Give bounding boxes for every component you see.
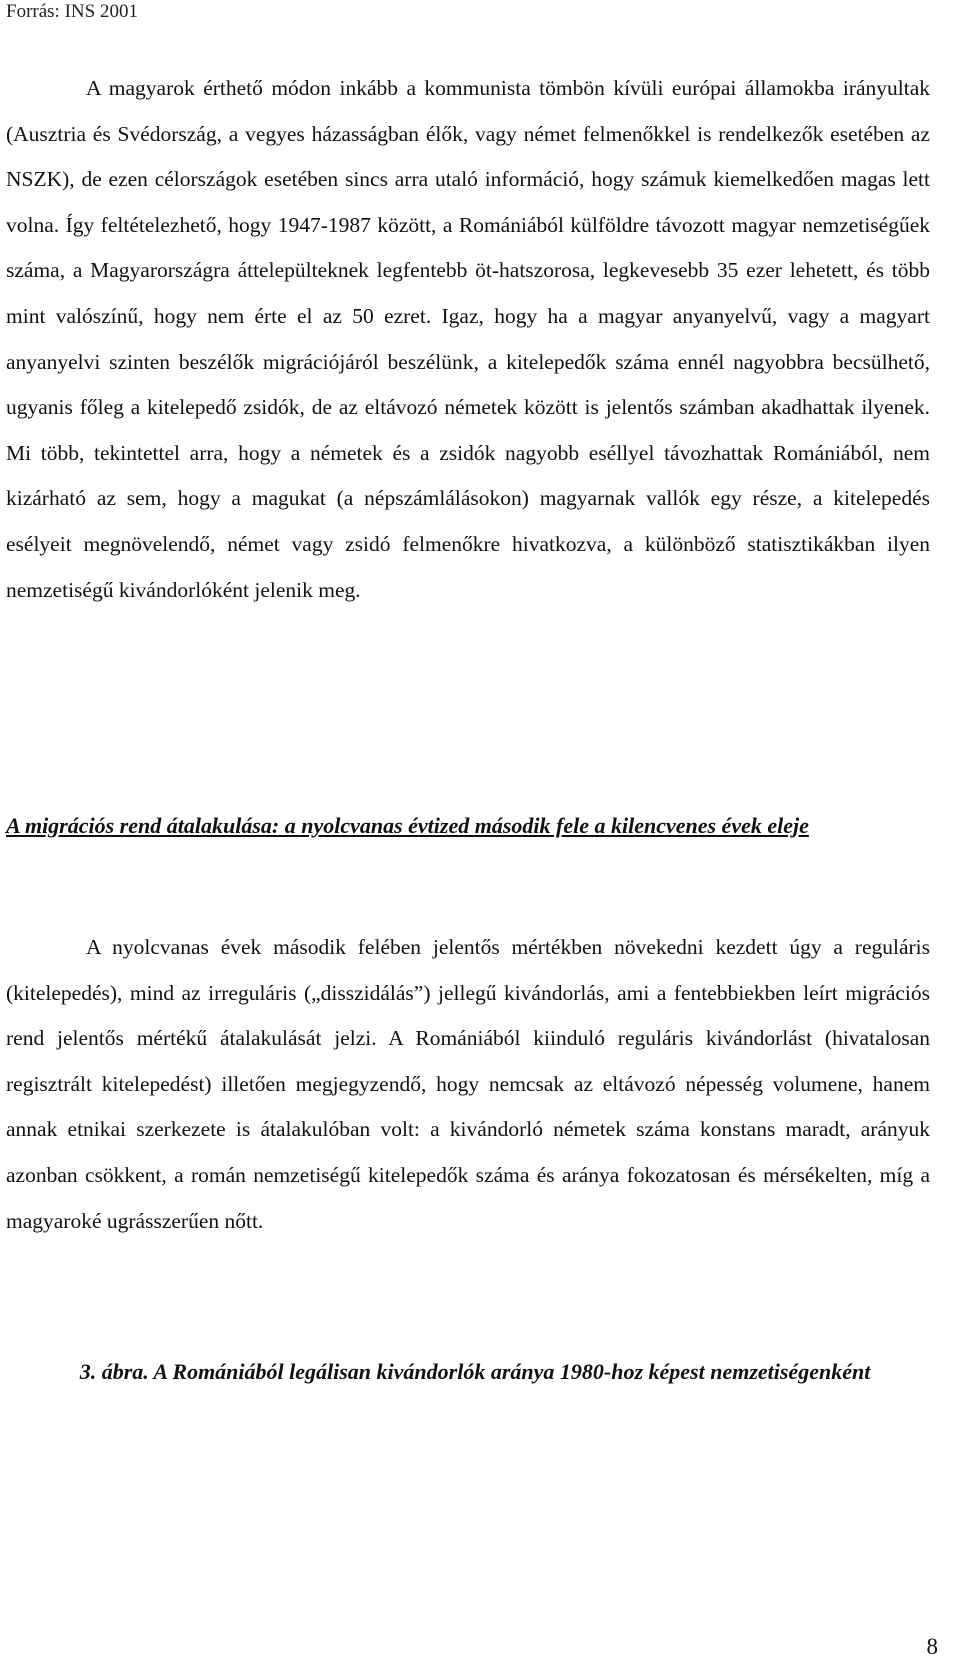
body-paragraph: A magyarok érthető módon inkább a kommunista tömbön kívüli európai államokba irányultak (Ausztria és Svédország, a vegyes házasságban élők, vagy német felmenőkkel is rendelkezők esetében az NSZK), de ezen célországok esetében sincs arra utaló információ, hogy számuk kiemelkedően magas lett volna. Így feltételezhető, hogy 1947-1987 között, a Romániából külföldre távozott magyar nemzetiségűek száma, a Magyarországra áttelepülteknek legfentebb öt-hatszorosa, legkevesebb 35 ezer lehetett, és több mint valószínű, hogy nem érte el az 50 ezret. Igaz, hogy ha a magyar anyanyelvű, vagy a magyart anyanyelvi szinten beszélők migrációjáról beszélünk, a kitelepedők száma ennél nagyobbra becsülhető, ugyanis főleg a kitelepedő zsidók, de az eltávozó németek között is jelentős számban akadhattak ilyenek. Mi több, tekintettel arra, hogy a németek és a zsidók nagyobb eséllyel távozhattak Romániából, nem kizárható az sem, hogy a magukat (a népszámlálásokon) magyarnak vallók egy része, a kitelepedés esélyeit megnövelendő, német vagy zsidó felmenőkre hivatkozva, a különböző statisztikákban ilyen nemzetiségű kivándorlóként jelenik meg. [6, 76, 930, 602]
body-paragraph: A nyolcvanas évek második felében jelentős mértékben növekedni kezdett úgy a reguláris (kitelepedés), mind az irreguláris („disszidálás”) jellegű kivándorlás, ami a fentebbiekben leírt migrációs rend jelentős mértékű átalakulását jelzi. A Romániából kiinduló reguláris kivándorlást (hivatalosan regisztrált kitelepedést) illetően megjegyzendő, hogy nemcsak az eltávozó népesség volumene, hanem annak etnikai szerkezete is átalakulóban volt: a kivándorló németek száma konstans maradt, arányuk azonban csökkent, a román nemzetiségű kitelepedők száma és aránya fokozatosan és mérsékelten, míg a magyaroké ugrásszerűen nőtt. [6, 935, 930, 1233]
section-heading: A migrációs rend átalakulása: a nyolcvanas évtized második fele a kilencvenes évek eleje [6, 813, 809, 838]
source-note: Forrás: INS 2001 [6, 1, 138, 22]
page-number: 8 [926, 1634, 938, 1659]
figure-caption: 3. ábra. A Romániából legálisan kivándorlók aránya 1980-hoz képest nemzetiségenként [79, 1359, 871, 1384]
